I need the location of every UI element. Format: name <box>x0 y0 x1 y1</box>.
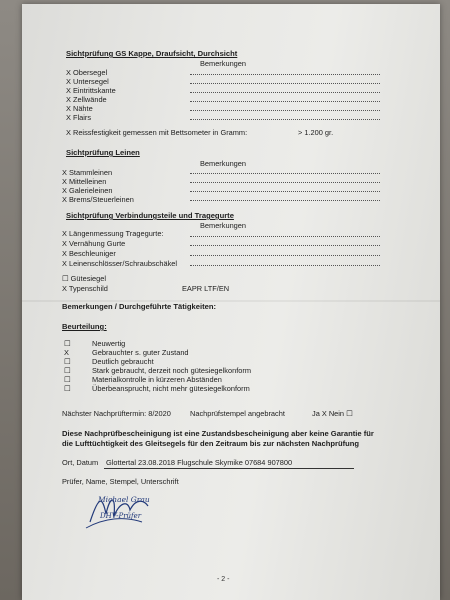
signature-stamp <box>84 488 174 530</box>
tear-strength-value: > 1.200 gr. <box>298 128 334 137</box>
assessment-mark: ☐ <box>64 384 71 393</box>
check-item: X Längenmessung Tragegurte: <box>62 229 164 238</box>
check-item: X Mittelleinen <box>62 177 107 186</box>
remarks-line <box>190 200 380 201</box>
assessment-option: Deutlich gebraucht <box>92 357 154 366</box>
assessment-mark: ☐ <box>64 366 71 375</box>
svg-text:Michael Grau: Michael Grau <box>98 495 150 504</box>
section-title-lines: Sichtprüfung Leinen <box>66 148 140 157</box>
assessment-option: Stark gebraucht, derzeit noch gütesiegelkonform <box>92 366 251 375</box>
disclaimer-line: Diese Nachprüfbescheinigung ist eine Zustandsbescheinigung aber keine Garantie für <box>62 429 374 438</box>
remarks-line <box>190 74 380 75</box>
assessment-mark: ☐ <box>64 339 71 348</box>
remarks-line <box>190 265 380 266</box>
quality-seal-check: ☐ Gütesiegel <box>62 274 107 283</box>
assessment-mark: ☐ <box>64 357 71 366</box>
check-item: X Brems/Steuerleinen <box>62 195 134 204</box>
check-item: X Zellwände <box>66 95 107 104</box>
remarks-line <box>190 173 380 174</box>
assessment-option: Materialkontrolle in kürzeren Abständen <box>92 375 222 384</box>
check-item: X Stammleinen <box>62 168 113 177</box>
check-item: X Obersegel <box>66 68 108 77</box>
remarks-line <box>190 182 380 183</box>
remarks-line <box>190 83 380 84</box>
check-item: X Nähte <box>66 104 93 113</box>
section-title-canopy: Sichtprüfung GS Kappe, Draufsicht, Durchsicht <box>66 49 238 58</box>
type-plate-check: X Typenschild <box>62 284 108 293</box>
remarks-done-heading: Bemerkungen / Durchgeführte Tätigkeiten: <box>62 302 217 311</box>
check-stamp-label: Nachprüfstempel angebracht <box>190 409 285 418</box>
check-item: X Vernähung Gurte <box>62 239 126 248</box>
remarks-line <box>190 255 380 256</box>
section-title-risers: Sichtprüfung Verbindungsteile und Tragegurte <box>66 211 234 220</box>
check-item: X Eintrittskante <box>66 86 116 95</box>
remarks-header: Bemerkungen <box>200 59 247 68</box>
check-item: X Leinenschlösser/Schraubschäkel <box>62 259 178 268</box>
check-item: X Beschleuniger <box>62 249 116 258</box>
remarks-line <box>190 101 380 102</box>
svg-text:DHV-Prüfer: DHV-Prüfer <box>100 512 142 520</box>
disclaimer-line: die Lufttüchtigkeit des Gleitsegels für den Zeitraum bis zur nächsten Nachprüfung <box>62 439 360 448</box>
next-check-date: Nächster Nachprüftermin: 8/2020 <box>62 409 171 418</box>
inspector-label: Prüfer, Name, Stempel, Unterschrift <box>62 477 179 486</box>
remarks-line <box>190 191 380 192</box>
remarks-line <box>190 119 380 120</box>
remarks-line <box>190 92 380 93</box>
remarks-header: Bemerkungen <box>200 221 247 230</box>
place-date-line <box>104 468 354 469</box>
assessment-option: Gebrauchter s. guter Zustand <box>92 348 189 357</box>
remarks-line <box>190 236 380 237</box>
remarks-line <box>190 245 380 246</box>
page-number: - 2 - <box>217 576 230 583</box>
assessment-mark: ☐ <box>64 375 71 384</box>
assessment-option: Neuwertig <box>92 339 126 348</box>
place-date-label: Ort, Datum <box>62 458 99 467</box>
type-norm: EAPR LTF/EN <box>182 284 230 293</box>
check-stamp-yes-no: Ja X Nein ☐ <box>312 409 353 418</box>
tear-strength-label: X Reissfestigkeit gemessen mit Bettsometer in Gramm: <box>66 128 248 137</box>
check-item: X Untersegel <box>66 77 109 86</box>
remarks-header: Bemerkungen <box>200 159 247 168</box>
place-date-value: Glottertal 23.08.2018 Flugschule Skymike 07684 907800 <box>106 458 293 467</box>
check-item: X Galerieleinen <box>62 186 113 195</box>
assessment-title: Beurteilung: <box>62 322 107 331</box>
assessment-option: Überbeansprucht, nicht mehr gütesiegelkonform <box>92 384 250 393</box>
assessment-mark: X <box>64 348 69 357</box>
check-item: X Flairs <box>66 113 92 122</box>
remarks-line <box>190 110 380 111</box>
